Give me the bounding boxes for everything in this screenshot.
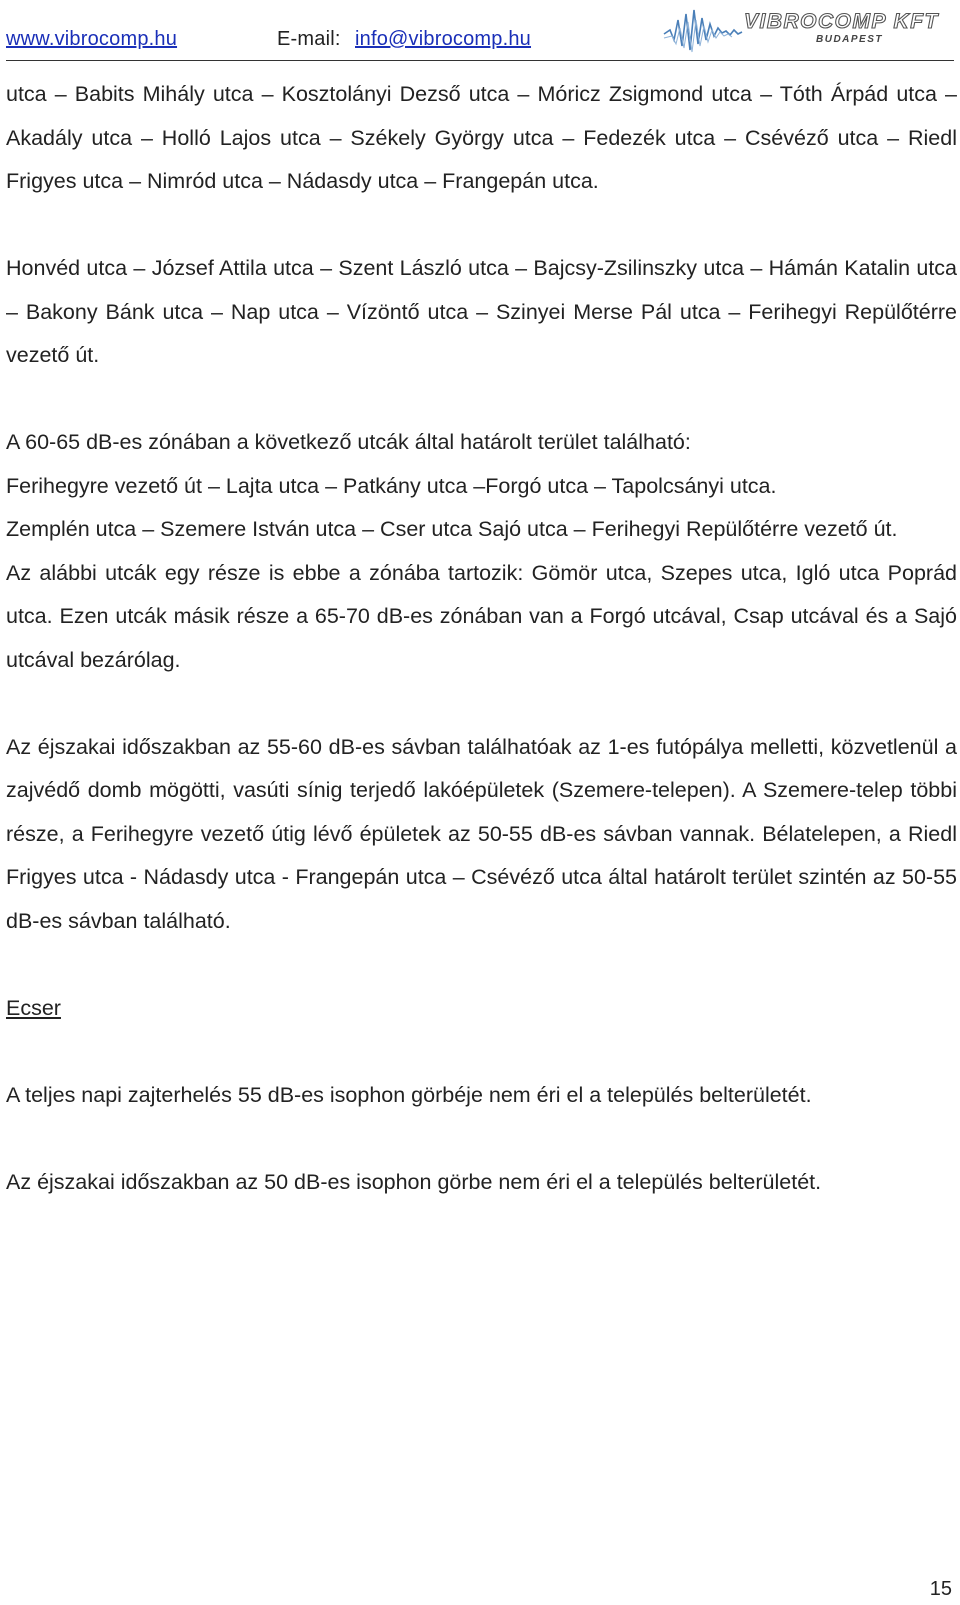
paragraph-zone-partial: Az alábbi utcák egy része is ebbe a zónába tartozik: Gömör utca, Szepes utca, Igló utca Poprád utca. Ezen utcák másik része a 65-70 dB-es zónában van a Forgó utcával, Csap utcával és a Sajó utcával bezárólag.	[6, 560, 957, 672]
section-heading-ecser: Ecser	[6, 995, 61, 1020]
paragraph-gap	[6, 204, 957, 248]
logo-subtext: BUDAPEST	[816, 34, 884, 45]
paragraph-zone-streets-1: Ferihegyre vezető út – Lajta utca – Patkány utca –Forgó utca – Tapolcsányi utca.	[6, 473, 777, 498]
paragraph-gap	[6, 1117, 957, 1161]
paragraph-gap	[6, 682, 957, 726]
paragraph-zone-streets-2: Zemplén utca – Szemere István utca – Cser utca Sajó utca – Ferihegyi Repülőtérre vezető út.	[6, 517, 898, 541]
email-link[interactable]: info@vibrocomp.hu	[355, 28, 532, 50]
email-label: E-mail:	[277, 28, 341, 50]
paragraph-gap	[6, 943, 957, 987]
paragraph-gap	[6, 1030, 957, 1074]
paragraph-streets-1: utca – Babits Mihály utca – Kosztolányi Dezső utca – Móricz Zsigmond utca – Tóth Árpád utca – Akadály utca – Holló Lajos utca – Székely György utca – Fedezék utca – Csévéző utca – Riedl Frigyes utca – Nimród utca – Nádasdy utca – Frangepán utca.	[6, 82, 957, 193]
header-divider	[6, 60, 954, 61]
page-header	[0, 0, 960, 62]
paragraph-gap	[6, 378, 957, 422]
paragraph-night-period: Az éjszakai időszakban az 55-60 dB-es sávban találhatóak az 1-es futópálya melletti, közvetlenül a zajvédő domb mögötti, vasúti sínig terjedő lakóépületek (Szemere-telepen). A Szemere-telep többi része, a Ferihegyre vezető útig lévő épületek az 50-55 dB-es sávban vannak. Bélatelepen, a Riedl Frigyes utca - Nádasdy utca - Frangepán utca – Csévéző utca által határolt terület szintén az 50-55 dB-es sávban található.	[6, 734, 957, 933]
document-body	[6, 73, 957, 1204]
logo-text: VIBROCOMP KFT	[744, 10, 939, 33]
vibrocomp-logo	[660, 0, 960, 62]
paragraph-ecser-day: A teljes napi zajterhelés 55 dB-es isophon görbéje nem éri el a település belterületét.	[6, 1082, 812, 1107]
paragraph-streets-2: Honvéd utca – József Attila utca – Szent László utca – Bajcsy-Zsilinszky utca – Hámán Katalin utca – Bakony Bánk utca – Nap utca – Vízöntő utca – Szinyei Merse Pál utca – Ferihegyi Repülőtérre vezető út.	[6, 256, 957, 367]
page-number: 15	[929, 1578, 952, 1600]
site-url-link[interactable]: www.vibrocomp.hu	[6, 28, 178, 50]
paragraph-ecser-night: Az éjszakai időszakban az 50 dB-es isophon görbe nem éri el a település belterületét.	[6, 1169, 822, 1194]
paragraph-zone-intro: A 60-65 dB-es zónában a következő utcák által határolt terület található:	[6, 430, 691, 454]
